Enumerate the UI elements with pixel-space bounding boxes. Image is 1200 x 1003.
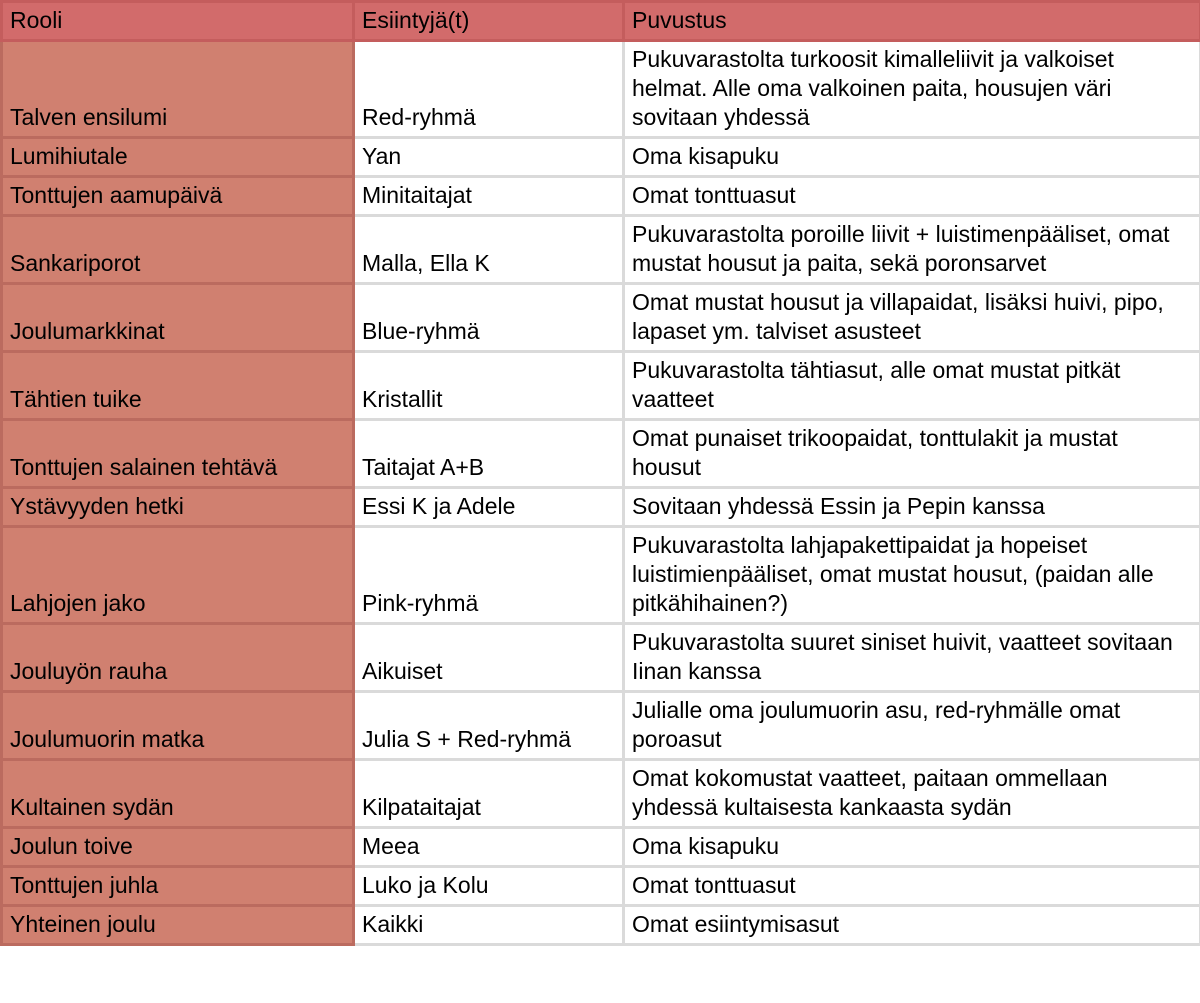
performers-cell: Julia S + Red-ryhmä	[354, 692, 624, 760]
costume-cell: Omat esiintymisasut	[624, 906, 1200, 945]
costume-cell: Pukuvarastolta poroille liivit + luistimenpääliset, omat mustat housut ja paita, sekä poronsarvet	[624, 216, 1200, 284]
role-cell: Talven ensilumi	[2, 41, 354, 138]
costume-cell: Omat tonttuasut	[624, 867, 1200, 906]
performers-cell: Minitaitajat	[354, 177, 624, 216]
costume-cell: Oma kisapuku	[624, 828, 1200, 867]
table-row	[2, 828, 1200, 867]
table-row	[2, 216, 1200, 284]
costume-cell: Pukuvarastolta lahjapakettipaidat ja hopeiset luistimienpääliset, omat mustat housut, (paidan alle pitkähihainen?)	[624, 527, 1200, 624]
performers-cell: Luko ja Kolu	[354, 867, 624, 906]
role-cell: Tähtien tuike	[2, 352, 354, 420]
costume-cell: Oma kisapuku	[624, 138, 1200, 177]
performers-cell: Taitajat A+B	[354, 420, 624, 488]
table-row	[2, 41, 1200, 138]
table-row	[2, 527, 1200, 624]
costume-cell: Pukuvarastolta tähtiasut, alle omat mustat pitkät vaatteet	[624, 352, 1200, 420]
role-cell: Joulun toive	[2, 828, 354, 867]
table-body	[2, 41, 1200, 945]
costume-cell: Julialle oma joulumuorin asu, red-ryhmälle omat poroasut	[624, 692, 1200, 760]
role-cell: Tonttujen salainen tehtävä	[2, 420, 354, 488]
performers-cell: Aikuiset	[354, 624, 624, 692]
table-row	[2, 284, 1200, 352]
performers-cell: Kristallit	[354, 352, 624, 420]
table-row	[2, 138, 1200, 177]
performers-cell: Malla, Ella K	[354, 216, 624, 284]
role-cell: Jouluyön rauha	[2, 624, 354, 692]
role-cell: Lahjojen jako	[2, 527, 354, 624]
performers-cell: Yan	[354, 138, 624, 177]
table-row	[2, 177, 1200, 216]
role-cell: Tonttujen aamupäivä	[2, 177, 354, 216]
table-header	[2, 2, 1200, 41]
table-row	[2, 906, 1200, 945]
role-cell: Kultainen sydän	[2, 760, 354, 828]
table-row	[2, 352, 1200, 420]
header-row	[2, 2, 1200, 41]
costume-cell: Sovitaan yhdessä Essin ja Pepin kanssa	[624, 488, 1200, 527]
costume-cell: Pukuvarastolta suuret siniset huivit, vaatteet sovitaan Iinan kanssa	[624, 624, 1200, 692]
performers-cell: Essi K ja Adele	[354, 488, 624, 527]
costume-cell: Omat kokomustat vaatteet, paitaan ommellaan yhdessä kultaisesta kankaasta sydän	[624, 760, 1200, 828]
role-cell: Joulumuorin matka	[2, 692, 354, 760]
header-performers: Esiintyjä(t)	[354, 2, 624, 41]
costume-cell: Omat tonttuasut	[624, 177, 1200, 216]
table-row	[2, 867, 1200, 906]
table-row	[2, 420, 1200, 488]
performers-cell: Blue-ryhmä	[354, 284, 624, 352]
table-row	[2, 488, 1200, 527]
performers-cell: Meea	[354, 828, 624, 867]
role-cell: Yhteinen joulu	[2, 906, 354, 945]
performers-cell: Kilpataitajat	[354, 760, 624, 828]
role-cell: Sankariporot	[2, 216, 354, 284]
table-row	[2, 692, 1200, 760]
costume-cell: Pukuvarastolta turkoosit kimalleliivit ja valkoiset helmat. Alle oma valkoinen paita, housujen väri sovitaan yhdessä	[624, 41, 1200, 138]
performers-cell: Pink-ryhmä	[354, 527, 624, 624]
header-costume: Puvustus	[624, 2, 1200, 41]
role-cell: Tonttujen juhla	[2, 867, 354, 906]
costume-cell: Omat mustat housut ja villapaidat, lisäksi huivi, pipo, lapaset ym. talviset asusteet	[624, 284, 1200, 352]
costume-cell: Omat punaiset trikoopaidat, tonttulakit ja mustat housut	[624, 420, 1200, 488]
header-role: Rooli	[2, 2, 354, 41]
performers-cell: Kaikki	[354, 906, 624, 945]
table-row	[2, 760, 1200, 828]
table-row	[2, 624, 1200, 692]
performers-cell: Red-ryhmä	[354, 41, 624, 138]
role-cell: Lumihiutale	[2, 138, 354, 177]
role-cell: Ystävyyden hetki	[2, 488, 354, 527]
role-cell: Joulumarkkinat	[2, 284, 354, 352]
